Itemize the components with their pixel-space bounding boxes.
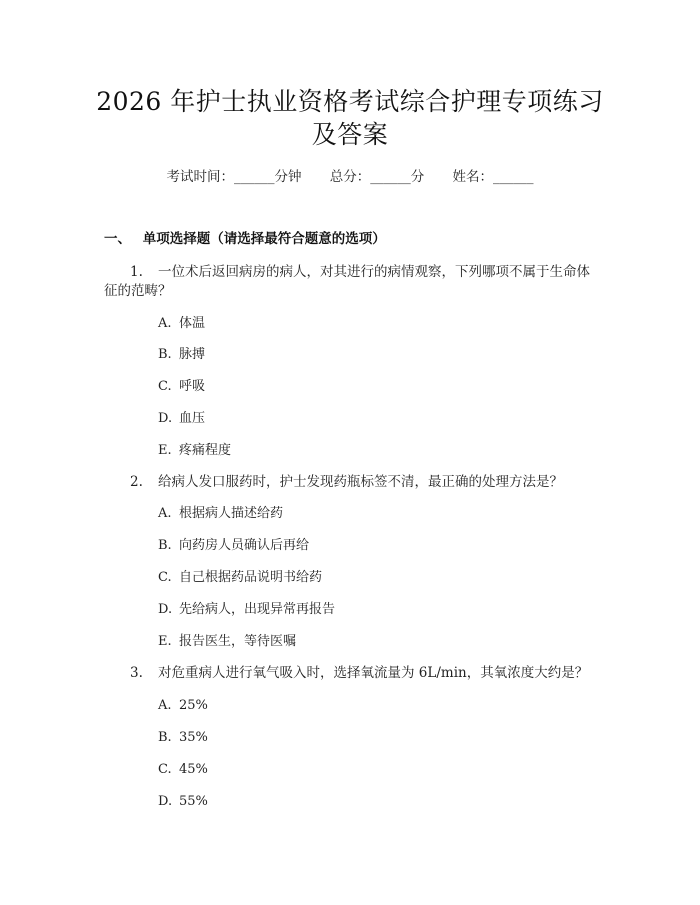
document-title-line-1: 2026 年护士执业资格考试综合护理专项练习 [96, 87, 604, 116]
option-letter: D. [158, 411, 173, 426]
section-title: 单项选择题（请选择最符合题意的选项） [142, 231, 386, 247]
option-text: 血压 [179, 411, 206, 426]
option-text: 根据病人描述给药 [179, 506, 284, 521]
option-text: 疼痛程度 [179, 443, 232, 458]
option-d [158, 409, 205, 429]
option-e [158, 441, 231, 461]
option-b [158, 536, 309, 556]
option-letter: C. [158, 570, 172, 585]
option-text: 向药房人员确认后再给 [179, 538, 310, 553]
option-text: 自己根据药品说明书给药 [179, 570, 323, 585]
option-letter: B. [158, 538, 172, 553]
option-letter: B. [158, 347, 172, 362]
option-text: 体温 [179, 316, 206, 331]
option-a [158, 314, 205, 334]
option-b [158, 728, 208, 748]
option-letter: E. [158, 634, 172, 649]
option-a [158, 696, 208, 716]
option-c [158, 377, 205, 397]
option-text: 55% [179, 794, 208, 809]
option-letter: D. [158, 602, 173, 617]
total-score-field: 总分：______分 [329, 169, 425, 185]
option-letter: C. [158, 379, 172, 394]
option-c [158, 568, 322, 588]
option-text: 35% [179, 730, 208, 745]
option-letter: B. [158, 730, 172, 745]
option-letter: E. [158, 443, 172, 458]
option-d [158, 600, 335, 620]
name-field: 姓名：______ [452, 169, 534, 185]
option-letter: D. [158, 794, 173, 809]
exam-time-field: 考试时间：______分钟 [166, 169, 302, 185]
section-number: 一、 [104, 231, 131, 247]
option-a [158, 504, 283, 524]
question-number: 1. [130, 264, 143, 280]
option-d [158, 792, 208, 812]
option-letter: A. [158, 316, 172, 331]
option-text: 脉搏 [179, 347, 206, 362]
option-letter: A. [158, 506, 172, 521]
section-heading [104, 229, 386, 249]
question-text: 给病人发口服药时，护士发现药瓶标签不清，最正确的处理方法是？ [158, 474, 563, 490]
question-number: 3. [130, 665, 143, 681]
document-title-line-2: 及答案 [311, 120, 389, 149]
question-text: 一位术后返回病房的病人，对其进行的病情观察，下列哪项不属于生命体 [158, 264, 590, 280]
option-text: 报告医生，等待医嘱 [179, 634, 297, 649]
option-letter: A. [158, 698, 172, 713]
option-text: 25% [179, 698, 208, 713]
option-letter: C. [158, 762, 172, 777]
exam-info [0, 167, 700, 187]
option-c [158, 760, 208, 780]
question-text-continued: 征的范畴？ [104, 283, 172, 299]
option-b [158, 345, 205, 365]
question-number: 2. [130, 474, 143, 490]
option-text: 45% [179, 762, 208, 777]
option-text: 呼吸 [179, 379, 206, 394]
option-text: 先给病人，出现异常再报告 [179, 602, 336, 617]
option-e [158, 632, 296, 652]
question-text: 对危重病人进行氧气吸入时，选择氧流量为 6L/min，其氧浓度大约是？ [158, 665, 589, 681]
